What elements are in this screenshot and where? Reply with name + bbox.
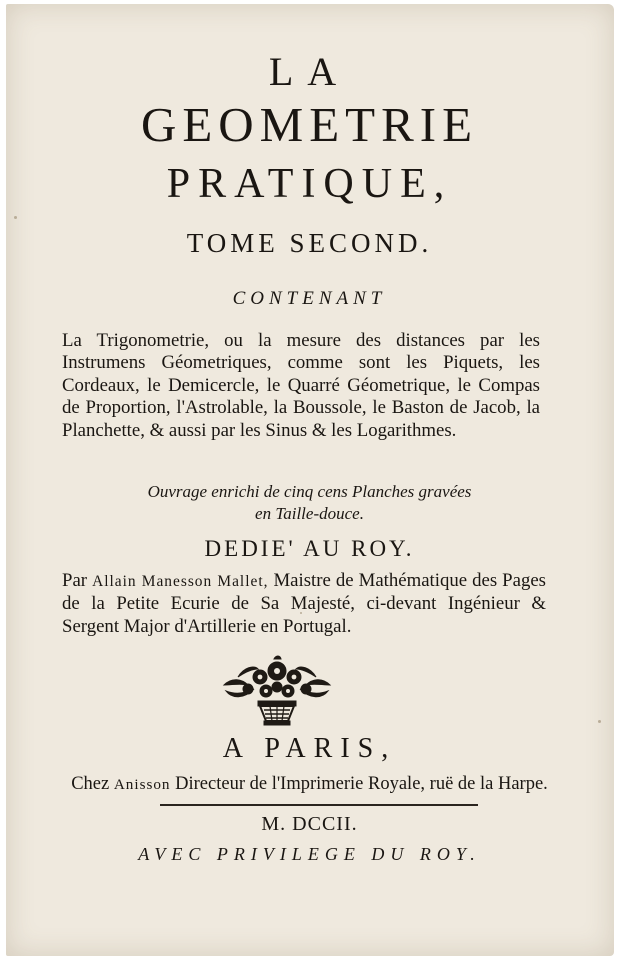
publication-year: M. DCCII. [261,813,358,835]
imprint-city: A PARIS, [222,733,397,764]
title-line-la: LA [268,49,351,94]
author-name: Allain Manesson Mallet, [92,573,269,590]
contenant-heading: CONTENANT [232,288,387,309]
title-line-pratique: PRATIQUE, [166,161,453,207]
enrichment-note-line2: en Taille-douce. [255,504,364,523]
royal-privilege: AVEC PRIVILEGE DU ROY. [138,844,481,864]
author-prefix: Par [62,570,88,591]
printer-address: Directeur de l'Imprimerie Royale, ruë de la Harpe. [175,774,548,794]
dedication: DEDIE' AU ROY. [204,536,415,561]
author-titles: Maistre de Mathématique des Pages de la Petite Ecurie de Sa Majesté, ci-devant Ingénieur & Sergent Major d'Artillerie en Portugal. [62,570,546,637]
paper-speck [14,216,17,219]
divider-rule [160,804,478,806]
paper-speck [598,720,601,723]
author-statement [62,570,546,638]
enrichment-note-line1: Ouvrage enrichi de cinq cens Planches gravées [147,482,472,501]
title-line-geometrie: GEOMETRIE [140,97,479,152]
imprint-printer-line [0,774,619,795]
imprint-chez: Chez [71,774,110,794]
volume-title: TOME SECOND. [186,228,433,258]
contents-description: La Trigonometrie, ou la mesure des distances par les Instrumens Géometriques, comme sont les Piquets, les Cordeaux, le Demicercle, le Quarré Géometrique, le Compas de Proportion, l'Astrolable, la Boussole, le Baston de Jacob, la Planchette, & aussi par les Sinus & les Logarithmes. [62,330,540,441]
flower-basket-icon [218,655,336,727]
printer-name: Anisson [113,776,171,793]
